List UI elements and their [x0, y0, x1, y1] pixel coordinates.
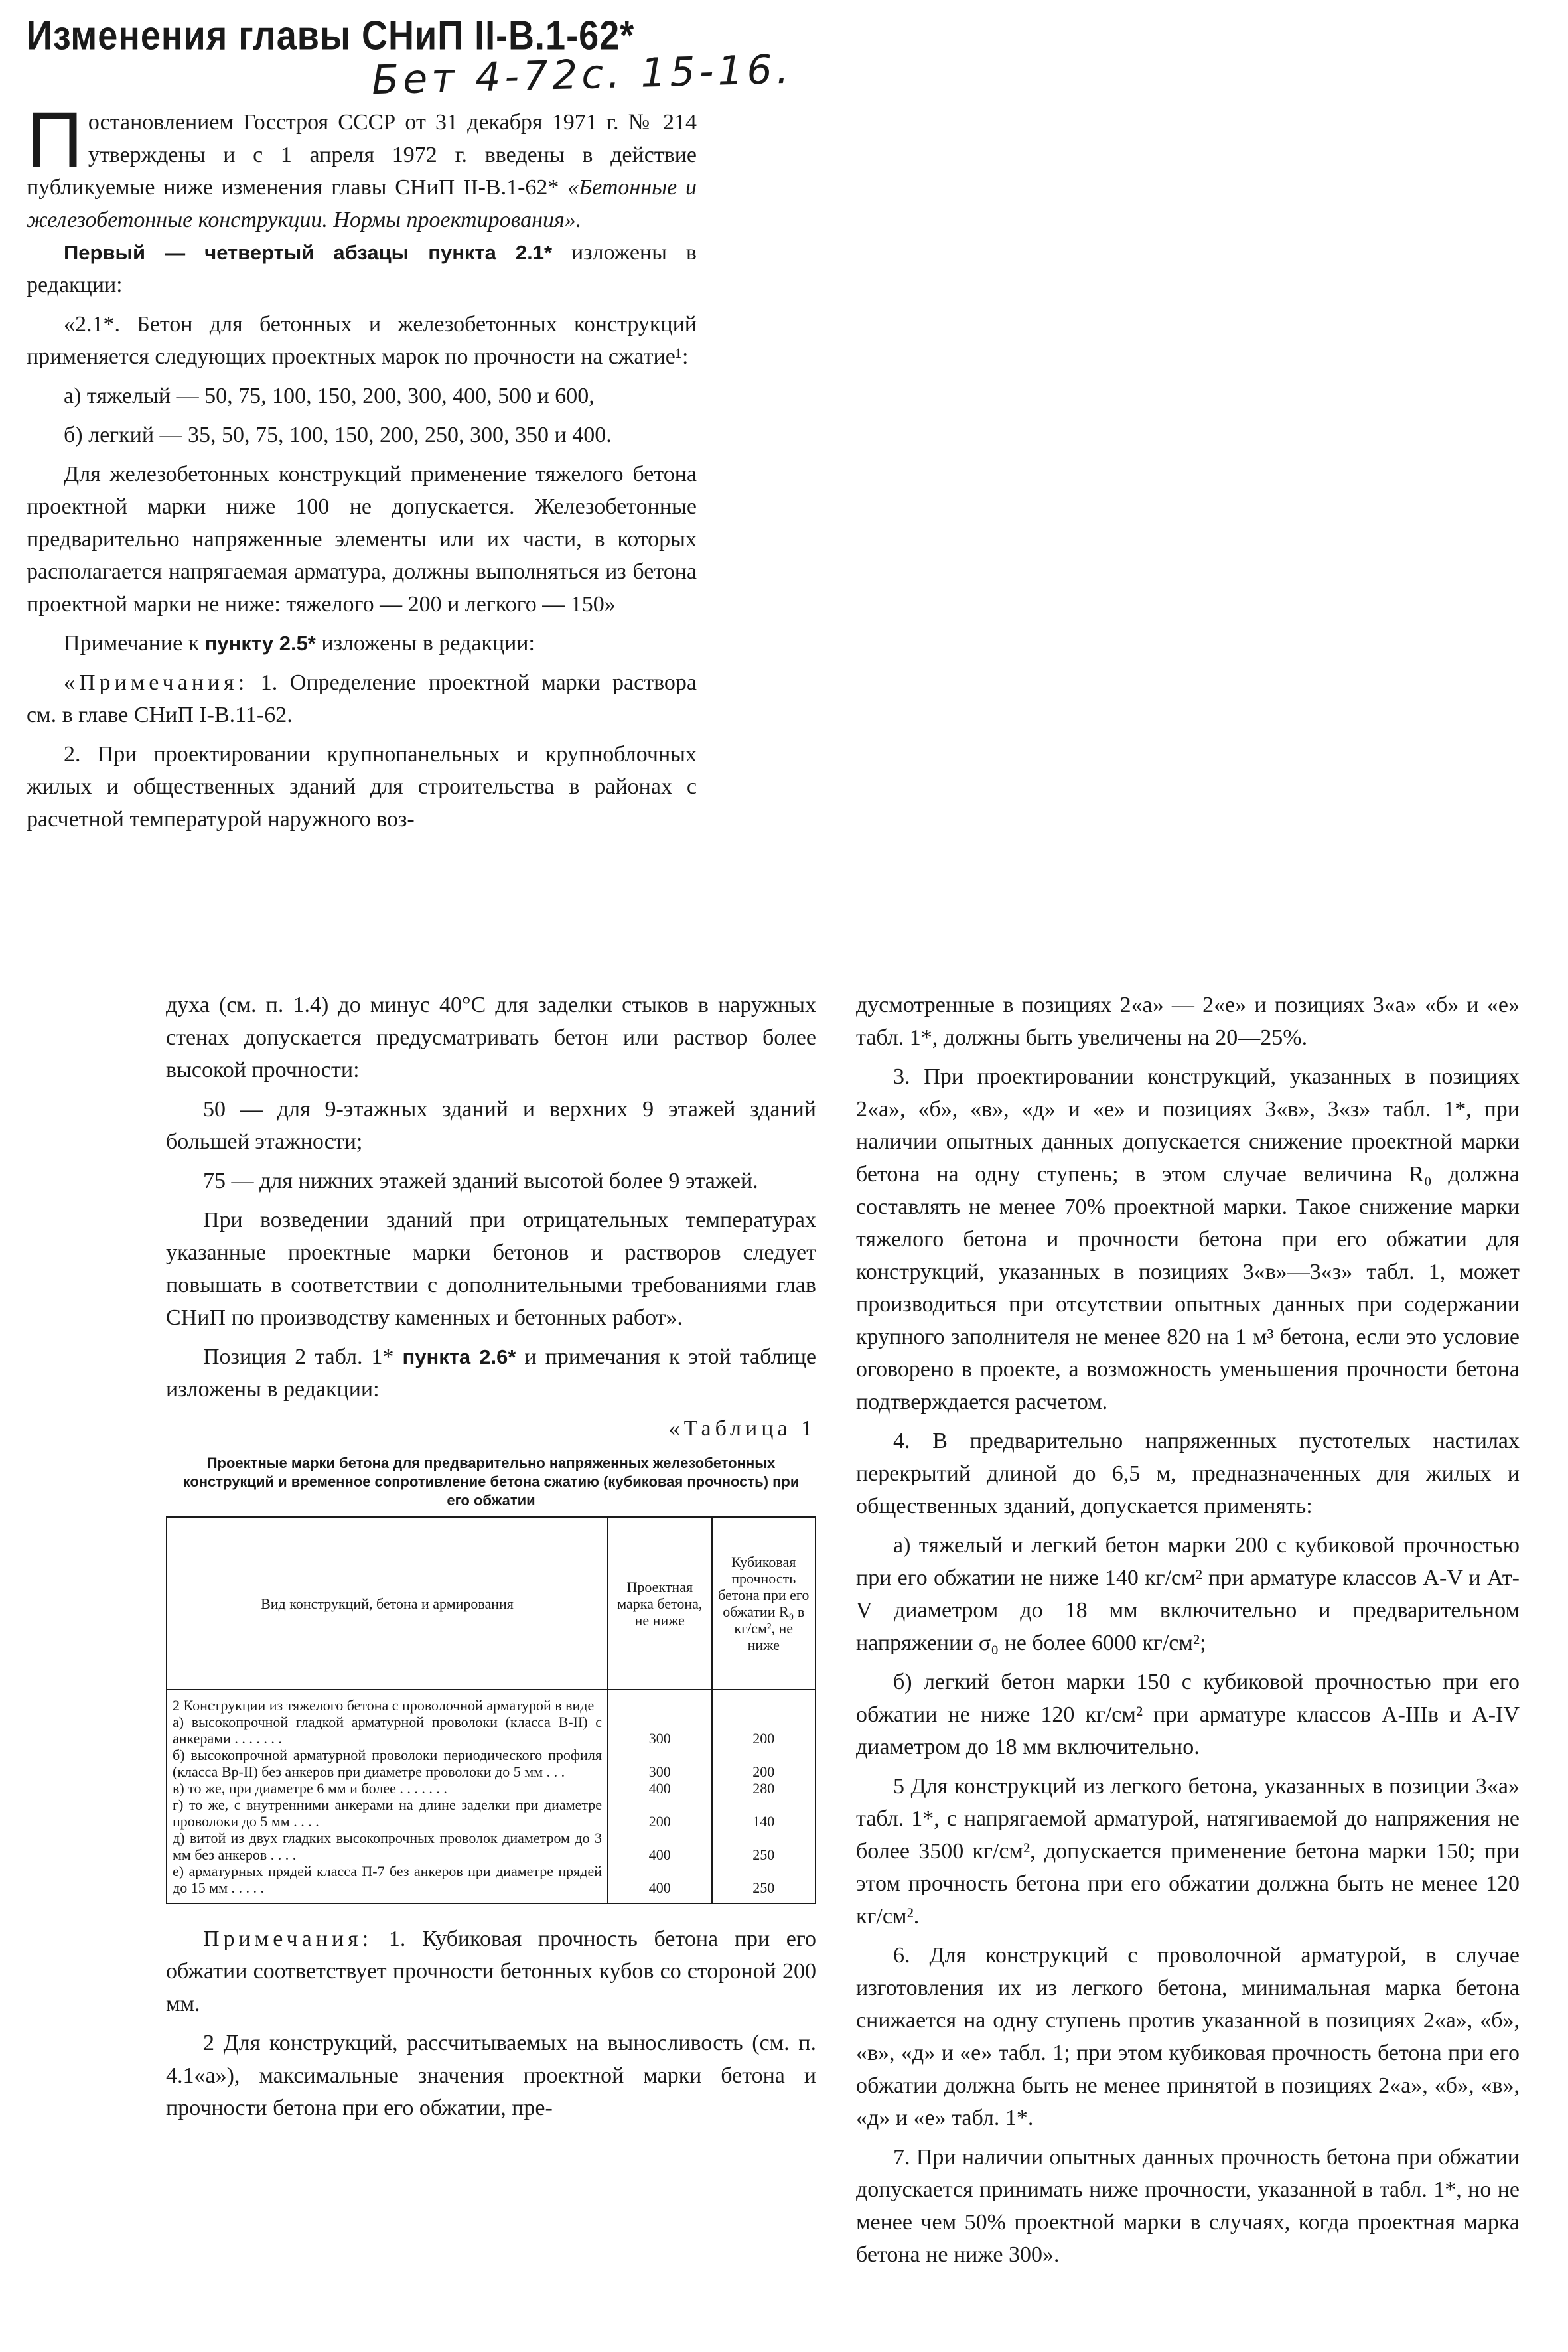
paragraph-text: «2.1*. Бетон для бетонных и железобетонных конструкций применяется следующих проектных марок по прочности на сжатие¹:	[27, 312, 697, 369]
paragraph-text: Позиция 2 табл. 1*	[203, 1345, 403, 1369]
top-paragraph	[27, 666, 697, 731]
paragraph-text: 75 — для нижних этажей зданий высотой более 9 этажей.	[203, 1169, 758, 1193]
paragraph-text: б) легкий бетон марки 150 с кубиковой прочностью при его обжатии не ниже 120 кг/см² при арматуре классов А-IIIв и А-IV диаметром до 18 мм включительно.	[856, 1670, 1520, 1759]
paragraph-text: а) тяжелый — 50, 75, 100, 150, 200, 300, 400, 500 и 600,	[64, 384, 595, 408]
left-paragraph	[166, 1341, 816, 1406]
table-row-text: а) высокопрочной гладкой арматурной проволоки (класса В-II) с анкерами . . . . . . .	[173, 1714, 603, 1747]
design-grade-value: 200	[648, 1813, 671, 1830]
left-paragraph	[166, 989, 816, 1086]
paragraph-text: 1. Определение проектной марки раствора см. в главе СНиП I-В.11-62.	[27, 670, 697, 727]
table-label: «Таблица 1	[668, 1416, 816, 1441]
paragraph-text: 50 — для 9-этажных зданий и верхних 9 этажей зданий большей этажности;	[166, 1097, 816, 1154]
table-row-text: в) то же, при диаметре 6 мм и более . . . . . . .	[173, 1780, 447, 1797]
table-caption: Проектные марки бетона для предварительно напряженных железобетонных конструкций и временное сопротивление бетона сжатию (кубиковая прочность) при его обжатии	[182, 1455, 800, 1508]
paragraph-text: 7. При наличии опытных данных прочность бетона при обжатии допускается принимать ниже прочности, указанной в табл. 1*, но не менее чем 50% проектной марки в случаях, когда проектная марка бетона не ниже 300».	[856, 2145, 1520, 2267]
design-grade-value	[614, 1697, 705, 1714]
cube-strength-value: 250	[752, 1846, 775, 1863]
paragraph-bold-text: пункта 2.6*	[402, 1345, 516, 1368]
construction-type-cell	[167, 1690, 608, 1903]
design-grade-value: 300	[648, 1763, 671, 1780]
page-heading: Изменения главы СНиП II-В.1-62*	[27, 13, 635, 59]
design-grade-value: 400	[648, 1846, 671, 1863]
top-paragraph	[27, 380, 697, 412]
paragraph-text: Примечание к	[64, 631, 205, 656]
design-grade-value: 300	[648, 1730, 671, 1747]
right-paragraph	[856, 1939, 1520, 2134]
right-column	[856, 989, 1520, 2271]
table-notes	[166, 1923, 816, 2124]
paragraph-text: 4. В предварительно напряженных пустотелых настилах перекрытий длиной до 6,5 м, предназначенных для жилых и общественных зданий, допускается применять:	[856, 1429, 1520, 1518]
top-paragraph	[27, 738, 697, 836]
table-row-text: е) арматурных прядей класса П-7 без анкеров при диаметре прядей до 15 мм . . . . .	[173, 1863, 603, 1896]
paragraph-text: При возведении зданий при отрицательных температурах указанные проектные марки бетонов и растворов следует повышать в соответствии с дополнительными требованиями глав СНиП по производству каменных и бетонных работ».	[166, 1208, 816, 1330]
paragraph-text: 6. Для конструкций с проволочной арматурой, в случае изготовления их из легкого бетона, минимальная марка бетона снижается на одну ступень против указанной в позициях 2«а», «б», «в», «д» и «е» табл. 1; при этом кубиковая прочность бетона при его обжатии должна быть не менее принятой в позициях 2«а», «б», «в», «д» и «е» табл. 1*.	[856, 1943, 1520, 2130]
right-paragraphs	[856, 989, 1520, 2271]
paragraph-text: изложены в редакции:	[27, 240, 697, 297]
top-paragraph	[27, 308, 697, 373]
note-paragraph	[166, 2027, 816, 2124]
header-design-grade: Проектная марка бетона, не ниже	[608, 1517, 711, 1690]
right-paragraph	[856, 1061, 1520, 1418]
table-row	[167, 1690, 816, 1903]
table-body	[167, 1690, 816, 1903]
paragraph-text: изложены в редакции:	[315, 631, 535, 656]
left-paragraph	[166, 1165, 816, 1197]
intro-document-title: «Бетонные и железобетонные конструкции. Нормы проектирования».	[27, 175, 697, 232]
intro-paragraph	[27, 96, 697, 236]
cube-strength-value: 250	[752, 1879, 775, 1896]
paragraph-text: 3. При проектировании конструкций, указанных в позициях 2«а», «б», «в», «д» и «е» и позициях 3«в», 3«з» табл. 1*, при наличии опытных данных допускается снижение проектной марки бетона на одну ступень; в этом случае величина R₀ должна составлять не менее 70% проектной марки. Такое снижение марки тяжелого бетона и прочности бетона при его обжатии для конструкций, указанных в позициях 3«в»—3«з» табл. 1, может производиться при отсутствии опытных данных при содержании крупного заполнителя не менее 820 на 1 м³ бетона, если это условие оговорено в проекте, а возможность уменьшения прочности бетона подтверждается расчетом.	[856, 1065, 1520, 1414]
design-grade-cell	[608, 1690, 711, 1903]
table-row-text: д) витой из двух гладких высокопрочных проволок диаметром до 3 мм без анкеров . . . .	[173, 1830, 603, 1863]
table-row-text: г) то же, с внутренними анкерами на длине заделки при диаметре проволоки до 5 мм . . . .	[173, 1797, 603, 1830]
cube-strength-value: 280	[752, 1780, 775, 1797]
paragraph-bold-text: пункту 2.5*	[204, 632, 316, 655]
paragraph-text: и примечания к этой таблице изложены в редакции:	[166, 1345, 816, 1402]
drop-cap: П	[27, 96, 83, 184]
left-paragraph	[166, 1204, 816, 1334]
table-row-text: 2 Конструкции из тяжелого бетона с проволочной арматурой в виде	[173, 1697, 595, 1714]
paragraph-text: дусмотренные в позициях 2«а» — 2«е» и позициях 3«а» «б» и «е» табл. 1*, должны быть увеличены на 20—25%.	[856, 993, 1520, 1050]
paragraph-text: 2. При проектировании крупнопанельных и крупноблочных жилых и общественных зданий для строительства в районах с расчетной температурой наружного воз-	[27, 742, 697, 832]
top-column	[27, 96, 697, 836]
right-paragraph	[856, 989, 1520, 1054]
top-paragraph	[27, 627, 697, 660]
cube-strength-value: 200	[752, 1763, 775, 1780]
right-paragraph	[856, 1666, 1520, 1763]
top-paragraph	[27, 419, 697, 451]
table-header-row	[167, 1517, 816, 1690]
top-paragraph	[27, 236, 697, 301]
top-paragraphs	[27, 236, 697, 836]
paragraph-text: духа (см. п. 1.4) до минус 40°С для заделки стыков в наружных стенах допускается предусматривать бетон или раствор более высокой прочности:	[166, 993, 816, 1082]
header-cube-strength: Кубиковая прочность бетона при его обжатии R₀ в кг/см², не ниже	[712, 1517, 816, 1690]
paragraph-text: 5 Для конструкций из легкого бетона, указанных в позиции 3«а» табл. 1*, с напрягаемой арматурой, натягиваемой до напряжения не более 3500 кг/см², допускается применение бетона марки 150; при этом прочность бетона при его обжатии должна быть не менее 120 кг/см².	[856, 1774, 1520, 1929]
top-paragraph	[27, 458, 697, 621]
paragraph-text: а) тяжелый и легкий бетон марки 200 с кубиковой прочностью при его обжатии не ниже 140 кг/см² при арматуре классов А-V и Ат-V диаметром до 18 мм включительно и предварительном напряжении σ₀ не более 6000 кг/см²;	[856, 1533, 1520, 1655]
intro-text: остановлением Госстроя СССР от 31 декабря 1971 г. № 214 утверждены и с 1 апреля 1972 г. введены в действие публикуемые ниже изменения главы СНиП II-В.1-62*	[27, 110, 697, 200]
left-paragraphs	[166, 989, 816, 1406]
concrete-grades-table	[166, 1516, 816, 1904]
table-row-text: б) высокопрочной арматурной проволоки периодического профиля (класса Вр-II) без анкеров при диаметре проволоки до 5 мм . . .	[173, 1747, 603, 1780]
note-paragraph	[166, 1923, 816, 2020]
paragraph-text: 2 Для конструкций, рассчитываемых на выносливость (см. п. 4.1«а»), максимальные значения проектной марки бетона и прочности бетона при его обжатии, пре-	[166, 2031, 816, 2120]
design-grade-value: 400	[648, 1780, 671, 1797]
header-construction-type: Вид конструкций, бетона и армирования	[167, 1517, 608, 1690]
paragraph-text: Для железобетонных конструкций применение тяжелого бетона проектной марки ниже 100 не допускается. Железобетонные предварительно напряженные элементы или их части, в которых располагается напрягаемая арматура, должны выполняться из бетона проектной марки не ниже: тяжелого — 200 и легкого — 150»	[27, 462, 697, 617]
left-column	[166, 989, 816, 2124]
right-paragraph	[856, 1770, 1520, 1933]
cube-strength-value	[718, 1697, 810, 1714]
left-paragraph	[166, 1093, 816, 1158]
cube-strength-value: 200	[752, 1730, 775, 1747]
right-paragraph	[856, 2141, 1520, 2271]
handwritten-note: Бет 4-72с. 15-16.	[371, 46, 794, 104]
cube-strength-value: 140	[752, 1813, 775, 1830]
paragraph-spaced-text: «Примечания:	[64, 670, 249, 695]
paragraph-text: 1. Кубиковая прочность бетона при его обжатии соответствует прочности бетонных кубов со стороной 200 мм.	[166, 1927, 816, 2016]
paragraph-bold-text: Первый — четвертый абзацы пункта 2.1*	[64, 241, 553, 264]
design-grade-value: 400	[648, 1879, 671, 1896]
right-paragraph	[856, 1529, 1520, 1659]
right-paragraph	[856, 1425, 1520, 1522]
paragraph-text: б) легкий — 35, 50, 75, 100, 150, 200, 250, 300, 350 и 400.	[64, 423, 612, 447]
cube-strength-cell	[712, 1690, 816, 1903]
paragraph-spaced-text: Примечания:	[203, 1927, 373, 1951]
